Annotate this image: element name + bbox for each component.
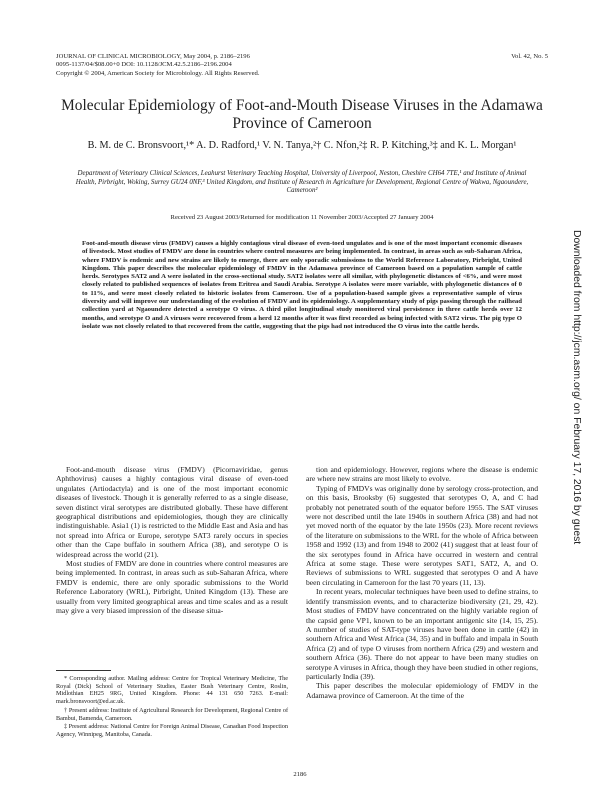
- journal-header: [56, 53, 548, 78]
- body-paragraph: tion and epidemiology. However, regions where the disease is endemic are where new strains are most likely to evolve.: [306, 465, 538, 484]
- footnote-present-address: ‡ Present address: National Centre for Foreign Animal Disease, Canadian Food Inspection Agency, Winnipeg, Manitoba, Canada.: [56, 723, 288, 738]
- download-watermark-text: Downloaded from http://jcm.asm.org/ on February 17, 2016 by guest: [571, 230, 582, 545]
- footnote-corresponding-author: * Corresponding author. Mailing address: Centre for Tropical Veterinary Medicine, The Royal (Dick) School of Veterinary Studies, Easter Bush Veterinary Centre, Roslin, Midlothian EH25 9RG, United Kingdom. Phone: 44 131 650 7263. E-mail: mark.bronsvoort@ed.ac.uk.: [56, 675, 288, 706]
- author-list: B. M. de C. Bronsvoort,¹* A. D. Radford,¹ V. N. Tanya,²† C. Nfon,²‡ R. P. Kitching,³‡ and K. L. Morgan¹: [87, 140, 517, 151]
- body-paragraph: Foot-and-mouth disease virus (FMDV) (Picornaviridae, genus Aphthovirus) causes a highly contagious viral disease of even-toed ungulates (Artiodactyla) and is one of the most important economic diseases of livestock. Though it is generally referred to as a single disease, seven distinct viral serotypes are distributed globally. These have different geographical distributions and epidemiologies, though they are clinically indistinguishable. Asia1 (1) is restricted to the Middle East and Asia and has not spread into Africa or Europe, serotype SAT3 rarely occurs in species other than the Cape buffalo in southern Africa (38), and serotype O is widespread across the world (21).: [56, 465, 288, 559]
- footnotes: [56, 675, 288, 740]
- body-paragraph: This paper describes the molecular epidemiology of FMDV in the Adamawa province of Cameroon. At the time of the: [306, 681, 538, 700]
- journal-citation: JOURNAL OF CLINICAL MICROBIOLOGY, May 2004, p. 2186–2196: [56, 53, 250, 60]
- copyright-line: Copyright © 2004, American Society for Microbiology. All Rights Reserved.: [56, 69, 260, 77]
- body-paragraph: In recent years, molecular techniques have been used to define strains, to identify transmission events, and to characterize biodiversity (21, 29, 42). Most studies of FMDV have concentrated on the highly variable region of the capsid gene VP1, known to be an important antigenic site (14, 15, 25). A number of studies of SAT-type viruses have been done in cattle (42) in southern Africa and West Africa (34, 35) and in buffalo and impala in South Africa (2) and of type O viruses from northern Africa (29) and western and southern Africa (36). There do not appear to have been many studies on serotype A viruses in Africa, though they have been studied in other regions, particularly India (39).: [306, 587, 538, 681]
- footnote-rule: [56, 670, 111, 671]
- affiliations: Department of Veterinary Clinical Sciences, Leahurst Veterinary Teaching Hospital, University of Liverpool, Neston, Cheshire CH64 7TE,¹ and Institute of Animal Health, Pirbright, Woking, Surrey GU24 0NF,³ United Kingdom, and Institute of Research in Agriculture for Development, Regional Centre of Wakwa, Ngaoundere, Cameroon²: [75, 170, 529, 194]
- volume-number: Vol. 42, No. 5: [511, 53, 548, 60]
- received-dates: Received 23 August 2003/Returned for modification 11 November 2003/Accepted 27 January 2004: [170, 214, 434, 221]
- body-paragraph: Most studies of FMDV are done in countries where control measures are being implemented. In contrast, in areas such as sub-Saharan Africa, where FMDV is endemic, there are only sporadic submissions to the World Reference Laboratory (WRL), Pirbright, United Kingdom (13). These are usually from very limited geographical areas and time scales and as a result may give a very biased impression of the disease situa-: [56, 559, 288, 616]
- body-column-right: [306, 465, 538, 700]
- article-title: Molecular Epidemiology of Foot-and-Mouth Disease Viruses in the Adamawa Province of Cameroon: [61, 97, 543, 132]
- download-watermark: [568, 230, 582, 570]
- footnote-present-address: † Present address: Institute of Agricultural Research for Development, Regional Centre of Bambui, Bamenda, Cameroon.: [56, 706, 288, 722]
- abstract: Foot-and-mouth disease virus (FMDV) causes a highly contagious viral disease of even-toed ungulates and is one of the most important economic diseases of livestock. Most studies of FMDV are done in countries where control measures are being implemented. In contrast, in areas such as sub-Saharan Africa, where FMDV is endemic and new strains are likely to emerge, there are only sporadic submissions to the World Reference Laboratory, Pirbright, United Kingdom. This paper describes the molecular epidemiology of FMDV in the Adamawa province of Cameroon based on a population sample of cattle herds. Serotypes SAT2 and A were isolated in the cross-sectional study. SAT2 isolates were all similar, with phylogenetic distances of <6%, and were most closely related to published sequences of isolates from Eritrea and Saudi Arabia. Serotype A isolates were more variable, with phylogenetic distances of 0 to 11%, and were most closely related to historic isolates from Cameroon. Use of a population-based sample gives a representative sample of virus diversity and will improve our understanding of the evolution of FMDV and its epidemiology. A supplementary study of pigs passing through the railhead collection yard at Ngaoundere detected a serotype O virus. A third pilot longitudinal study monitored viral persistence in three cattle herds over 12 months, and serotype O and A viruses were recovered from a herd 12 months after it was first recorded as being infected with SAT2 virus. The pig type O isolate was not closely related to that recovered from the cattle, suggesting that the pigs had not introduced the O virus into the cattle herds.: [82, 240, 522, 330]
- body-column-left: [56, 465, 288, 616]
- body-paragraph: Typing of FMDVs was originally done by serology cross-protection, and on this basis, Brooksby (6) suggested that serotypes O, A, and C had probably not penetrated south of the equator before 1955. The SAT viruses were not described until the late 1940s in southern Africa (38) and had not yet moved north of the equator by the late 1950s (23). More recent reviews of the literature on submissions to the WRL for the whole of Africa between 1958 and 1992 (13) and from 1948 to 2002 (41) suggest that at least four of the six serotypes found in Africa have occurred in western and central Africa at some stage. These were serotypes SAT1, SAT2, A, and O. Reviews of submissions to WRL suggested that serotypes O and A have been circulating in Cameroon for the last 70 years (11, 13).: [306, 483, 538, 587]
- page-number: 2186: [293, 771, 307, 778]
- doi-line: 0095-1137/04/$08.00+0 DOI: 10.1128/JCM.42.5.2186–2196.2004: [56, 61, 232, 69]
